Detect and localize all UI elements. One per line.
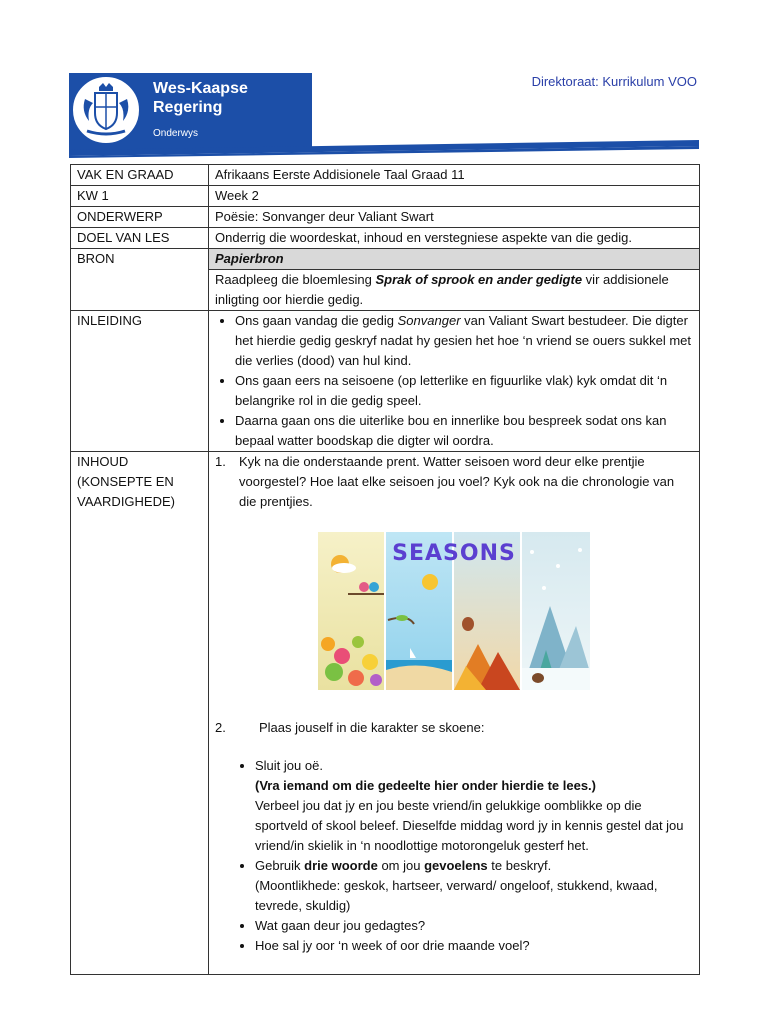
row-label: BRON [71,249,209,311]
logo-block [69,73,312,150]
bron-heading: Papierbron [209,249,700,270]
header-stripe [69,140,699,158]
table-row [71,249,700,270]
s2-paren: (Moontlikhede: geskok, hartseer, verward/ ongeloof, stukkend, kwaad, tevrede, skuldig) [255,878,658,913]
s2-c: om jou [377,858,425,873]
list-item [235,311,693,371]
seasons-image [215,532,693,690]
inhoud-label-2: (KONSEPTE EN [77,474,174,489]
s1-title: • Sluit jou oë. [255,758,323,773]
directorate-label: Direktoraat: Kurrikulum VOO [531,74,697,89]
row-label: INLEIDING [71,311,209,452]
table-row [71,228,700,249]
list-item: • Wat gaan deur jou gedagtes? [255,916,693,936]
coat-of-arms-icon [71,75,141,145]
logo-subtitle: Onderwys [153,128,199,139]
question-1 [215,452,693,512]
question-number: 2. [215,720,226,735]
row-value: Onderrig die woordeskat, inhoud en verstegniese aspekte van die gedig. [209,228,700,249]
row-value: Week 2 [209,186,700,207]
logo-title-line1: Wes-Kaapse [153,80,248,97]
bron-text-before: Raadpleeg die bloemlesing [215,272,376,287]
logo-title-line2: Regering [153,99,223,116]
question-number: 1. [215,454,226,469]
s1-text: Verbeel jou dat jy en jou beste vriend/in gelukkige oomblikke op die sportveld of skool beleef. Dieselfde middag word jy in kennis gestel dat jou vriend/in skielik in ‘n noodlottige motorongeluk gesterf het. [255,798,684,853]
inhoud-label-3: VAARDIGHEDE) [77,494,175,509]
table-row [71,165,700,186]
table-row [71,186,700,207]
table-row [71,311,700,452]
question-text: Kyk na die onderstaande prent. Watter seisoen word deur elke prentjie voorgestel? Hoe laat elke seisoen jou voel? Kyk ook na die chronologie van die prentjies. [239,454,675,509]
list-item: • Ons gaan eers na seisoene (op letterlike en figuurlike vlak) kyk omdat dit ‘n belangrike rol in die gedig speel. [235,371,693,411]
inleiding-content [209,311,700,452]
b1-before: Ons gaan vandag die gedig [235,313,398,328]
row-value: Afrikaans Eerste Addisionele Taal Graad 11 [209,165,700,186]
lesson-table [70,164,700,975]
b1-after: van Valiant Swart bestudeer. Die digter het hierdie gedig geskryf nadat hy gesien het hoe ‘n vriend se ouers sukkel met die verlies (dood) van hul kind. [235,313,691,368]
s1-instruction: (Vra iemand om die gedeelte hier onder hierdie te lees.) [255,778,596,793]
s2-a: Gebruik [255,858,305,873]
bron-text-after: vir addisionele inligting oor hierdie gedig. [215,272,669,307]
table-row [71,207,700,228]
list-item: • Daarna gaan ons die uiterlike bou en innerlike bou bespreek sodat ons kan bepaal watter boodskap die digter wil oordra. [235,411,693,451]
list-item [255,756,693,856]
row-value: Poësie: Sonvanger deur Valiant Swart [209,207,700,228]
bron-text [209,270,700,311]
s2-b: drie woorde [304,858,378,873]
row-label: DOEL VAN LES [71,228,209,249]
seasons-title: SEASONS [392,541,516,566]
logo-title [153,79,248,117]
poem-title: Sonvanger [397,313,461,328]
anthology-title: Sprak of sprook en ander gedigte [375,272,583,287]
table-row [71,452,700,975]
inhoud-label-1: INHOUD [77,454,129,469]
row-label: KW 1 [71,186,209,207]
row-label: ONDERWERP [71,207,209,228]
row-label: VAK EN GRAAD [71,165,209,186]
row-label [71,452,209,975]
scenario-list [215,756,693,956]
s2-e: te beskryf. [487,858,552,873]
question-text: Plaas jouself in die karakter se skoene: [259,720,485,735]
list-item: • Hoe sal jy oor ‘n week of oor drie maande voel? [255,936,693,956]
list-item [255,856,693,916]
s2-d: gevoelens [424,858,488,873]
inhoud-content [209,452,700,975]
question-2 [215,718,693,738]
